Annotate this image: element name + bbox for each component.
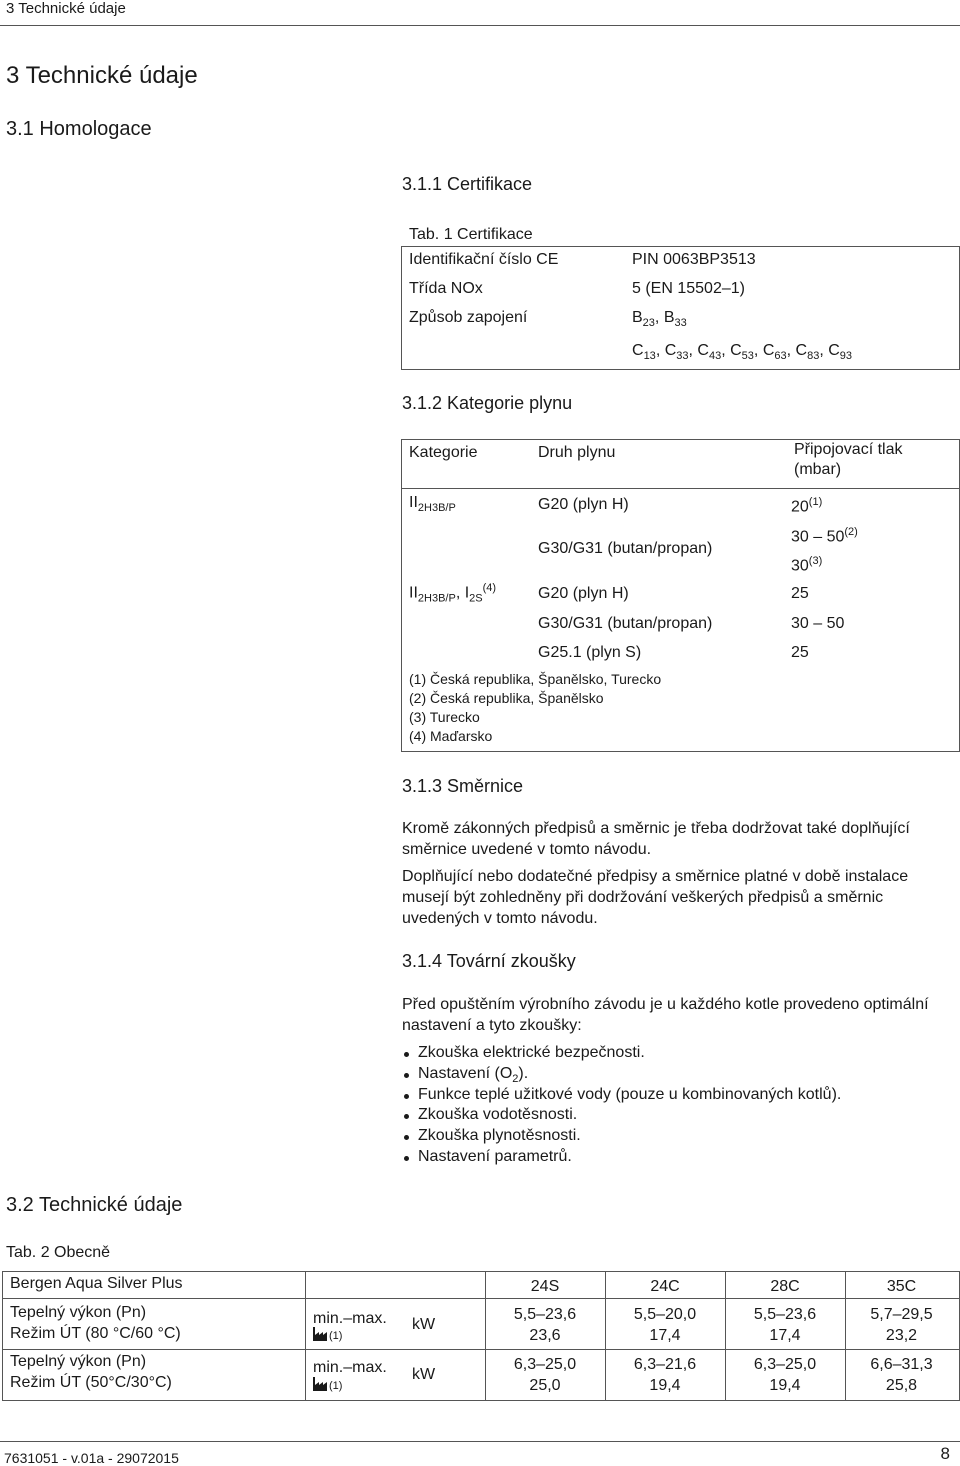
table-caption-certifikace: Tab. 1 Certifikace [409, 226, 533, 243]
value-factory: 19,4 [769, 1377, 801, 1394]
subsection-heading-kategorie: 3.1.2 Kategorie plynu [402, 393, 573, 413]
value-minmax: 5,5–23,6 [513, 1306, 577, 1323]
footer-rule [0, 1441, 960, 1442]
value-factory: 25,8 [885, 1377, 918, 1394]
model-header: 24C [650, 1278, 680, 1295]
section-heading-technicke-udaje: 3.2 Technické údaje [6, 1194, 183, 1216]
value-factory: 25,0 [529, 1377, 561, 1394]
pressure-value: 30$^{(3)}$ [791, 555, 823, 575]
connection-type: $C_{43}$ [697, 342, 722, 363]
chapter-heading: 3 Technické údaje [6, 62, 198, 89]
product-name: Bergen Aqua Silver Plus [10, 1275, 183, 1292]
row-value: PIN 0063BP3513 [632, 251, 756, 268]
table-caption-obecne: Tab. 2 Obecně [6, 1244, 111, 1261]
row-value: 5 (EN 15502–1) [632, 280, 745, 297]
list-item: Zkouška elektrické bezpečnosti. [402, 1043, 841, 1064]
running-header: 3 Technické údaje [6, 0, 126, 17]
row-label: Režim ÚT (80 °C/60 °C) [10, 1325, 181, 1342]
model-header: 28C [770, 1278, 800, 1295]
col-header-tlak: Připojovací tlak [794, 441, 903, 458]
value-minmax: 5,5–23,6 [753, 1306, 817, 1323]
gas-type: G20 (plyn H) [538, 585, 629, 602]
connection-type: $C_{83}$ [795, 342, 820, 363]
value-factory: 17,4 [769, 1327, 801, 1344]
value-minmax: 6,3–25,0 [753, 1356, 817, 1373]
table-footnotes [409, 670, 661, 746]
header-rule [0, 25, 960, 26]
range-label: min.–max. [313, 1359, 387, 1376]
factory-setting-label: (1) [313, 1327, 342, 1342]
unit: kW [412, 1316, 436, 1333]
gas-type: G20 (plyn H) [538, 496, 629, 513]
document-number: 7631051 - v.01a - 29072015 [4, 1450, 179, 1466]
col-header-kategorie: Kategorie [409, 444, 478, 461]
factory-icon [313, 1327, 329, 1341]
footnote: (3) Turecko [409, 709, 480, 725]
row-label: Způsob zapojení [409, 309, 528, 326]
factory-setting-label: (1) [313, 1377, 342, 1392]
value-minmax: 5,5–20,0 [633, 1306, 697, 1323]
pressure-value: 20$^{(1)}$ [791, 496, 823, 516]
range-label: min.–max. [313, 1310, 387, 1327]
value-minmax: 6,3–21,6 [633, 1356, 697, 1373]
list-item: Nastavení $(O_2)$. [402, 1064, 841, 1085]
unit: kW [412, 1366, 436, 1383]
footnote: (4) Maďarsko [409, 728, 493, 744]
connection-type: $C_{93}$ [828, 342, 853, 363]
footnote: (2) Česká republika, Španělsko [409, 690, 604, 706]
test-list [402, 1043, 841, 1168]
connection-type: $C_{33}$ [664, 342, 689, 363]
subsection-heading-tovarni-zkousky: 3.1.4 Tovární zkoušky [402, 951, 576, 971]
pressure-value: 25 [791, 585, 809, 602]
paragraph: Před opuštěním výrobního závodu je u každého kotle provedeno optimální nastavení a tyto zkoušky: [402, 996, 929, 1034]
category-1: $II_{2H3B/P}$ [409, 494, 456, 515]
col-header-druh: Druh plynu [538, 444, 616, 461]
table-header-rule [401, 488, 959, 489]
list-item: Funkce teplé užitkové vody (pouze u kombinovaných kotlů). [402, 1085, 841, 1106]
list-item: Zkouška plynotěsnosti. [402, 1126, 841, 1147]
value-factory: 23,6 [529, 1327, 561, 1344]
gas-type: G25.1 (plyn S) [538, 644, 642, 661]
page-number: 8 [940, 1444, 950, 1463]
table-row-rule [2, 1349, 959, 1350]
row-label: Režim ÚT (50°C/30°C) [10, 1374, 172, 1391]
footnote: (1) Česká republika, Španělsko, Turecko [409, 671, 662, 687]
model-header: 24S [530, 1278, 560, 1295]
section-heading: 3.1 Homologace [6, 118, 152, 140]
list-item: Nastavení parametrů. [402, 1147, 841, 1168]
value-factory: 19,4 [649, 1377, 681, 1394]
connection-type: $C_{53}$ [730, 342, 754, 363]
table-rule [401, 246, 959, 247]
model-header: 35C [886, 1278, 917, 1295]
connection-b-types: $B_{23}$, $B_{33}$ [632, 309, 687, 330]
gas-type: G30/G31 (butan/propan) [538, 615, 713, 632]
gas-type: G30/G31 (butan/propan) [538, 540, 713, 557]
row-label: Tepelný výkon (Pn) [10, 1304, 147, 1321]
table-col-rule [305, 1271, 306, 1400]
row-label: Identifikační číslo CE [409, 251, 559, 268]
value-minmax: 6,3–25,0 [513, 1356, 577, 1373]
value-factory: 17,4 [649, 1327, 681, 1344]
value-minmax: 6,6–31,3 [870, 1356, 933, 1373]
row-label: Třída NOx [409, 280, 483, 297]
connection-c-types: $C_{13}$, $C_{33}$, $C_{43}$, $C_{53}$, $C_{63}$, $C_{83}$, $C_{93}$ [632, 342, 853, 363]
category-2: $II_{2H3B/P}$, $I_{2S}^{(4)}$ [409, 582, 497, 605]
factory-icon [313, 1377, 329, 1391]
paragraph: Doplňující nebo dodatečné předpisy a směrnice platné v době instalace musejí být zohledněny při dodržování veškerých předpisů a směrnic uvedených v tomto návodu. [402, 868, 909, 927]
table-header-rule [2, 1298, 959, 1299]
connection-type: $C_{63}$ [762, 342, 787, 363]
connection-type: $C_{13}$ [632, 342, 656, 363]
pressure-value: 30 – 50 [791, 615, 845, 632]
pressure-value: 30 – 50$^{(2)}$ [791, 526, 858, 546]
pressure-value: 25 [791, 644, 809, 661]
subsection-heading-certifikace: 3.1.1 Certifikace [402, 174, 533, 194]
value-minmax: 5,7–29,5 [870, 1306, 933, 1323]
subsection-heading-smernice: 3.1.3 Směrnice [402, 776, 524, 796]
col-header-tlak-unit: (mbar) [794, 461, 842, 478]
row-label: Tepelný výkon (Pn) [10, 1353, 147, 1370]
paragraph: Kromě zákonných předpisů a směrnic je třeba dodržovat také doplňující směrnice uvedené v tomto návodu. [402, 820, 910, 858]
value-factory: 23,2 [885, 1327, 918, 1344]
list-item: Zkouška vodotěsnosti. [402, 1105, 841, 1126]
